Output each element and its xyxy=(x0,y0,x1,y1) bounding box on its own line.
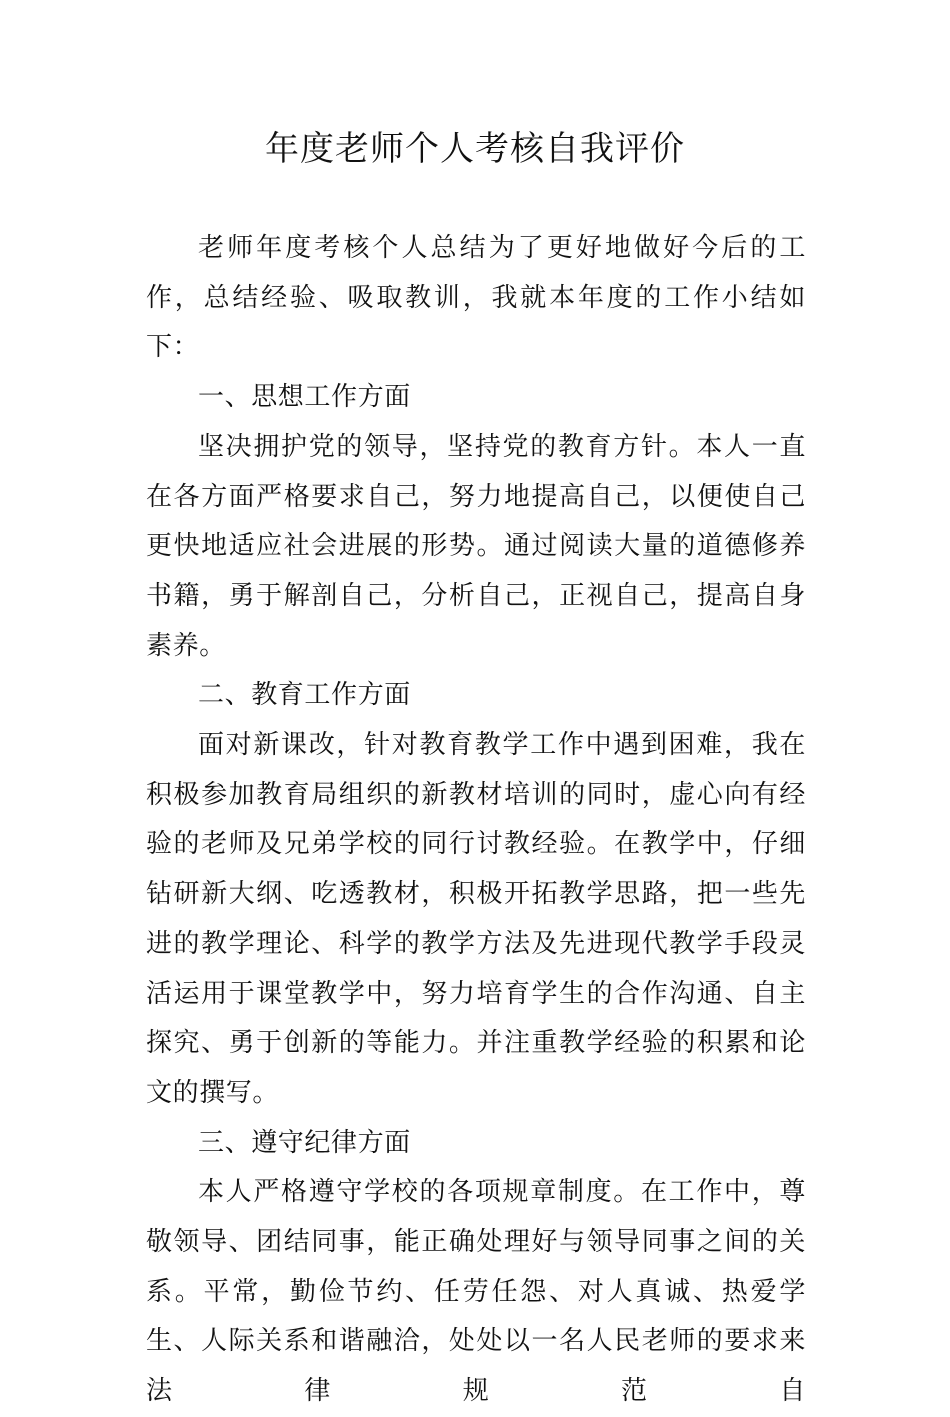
ideology-paragraph: 坚决拥护党的领导，坚持党的教育方针。本人一直在各方面严格要求自己，努力地提高自己，以便使自己更快地适应社会进展的形势。通过阅读大量的道德修养书籍，勇于解剖自己，分析自己，正视自己，提高自身素养。 xyxy=(146,431,806,661)
document-body xyxy=(146,224,806,1417)
education-paragraph: 面对新课改，针对教育教学工作中遇到困难，我在积极参加教育局组织的新教材培训的同时，虚心向有经验的老师及兄弟学校的同行讨教经验。在教学中，仔细钻研新大纲、吃透教材，积极开拓教学思路，把一些先进的教学理论、科学的教学方法及先进现代教学手段灵活运用于课堂教学中，努力培育学生的合作沟通、自主 探究、勇于创新的等能力。并注重教学经验的积累和论文的撰写。 xyxy=(146,730,806,1108)
section-heading-education: 二、教育工作方面 xyxy=(198,680,411,711)
document-title: 年度老师个人考核自我评价 xyxy=(265,129,685,169)
section-heading-ideology: 一、思想工作方面 xyxy=(198,382,411,413)
discipline-paragraph: 本人严格遵守学校的各项规章制度。在工作中，尊敬领导、团结同事，能正确处理好与领导同事之间的关系。平常，勤俭节约、任劳任怨、对人真诚、热爱学生、人际关系和谐融洽，处处以一名人民老师的要求来法律规范自 xyxy=(146,1177,806,1407)
section-heading-discipline: 三、遵守纪律方面 xyxy=(198,1127,411,1158)
intro-paragraph: 老师年度考核个人总结为了更好地做好今后的工作，总结经验、吸取教训，我就本年度的工作小结如下： xyxy=(146,233,806,363)
